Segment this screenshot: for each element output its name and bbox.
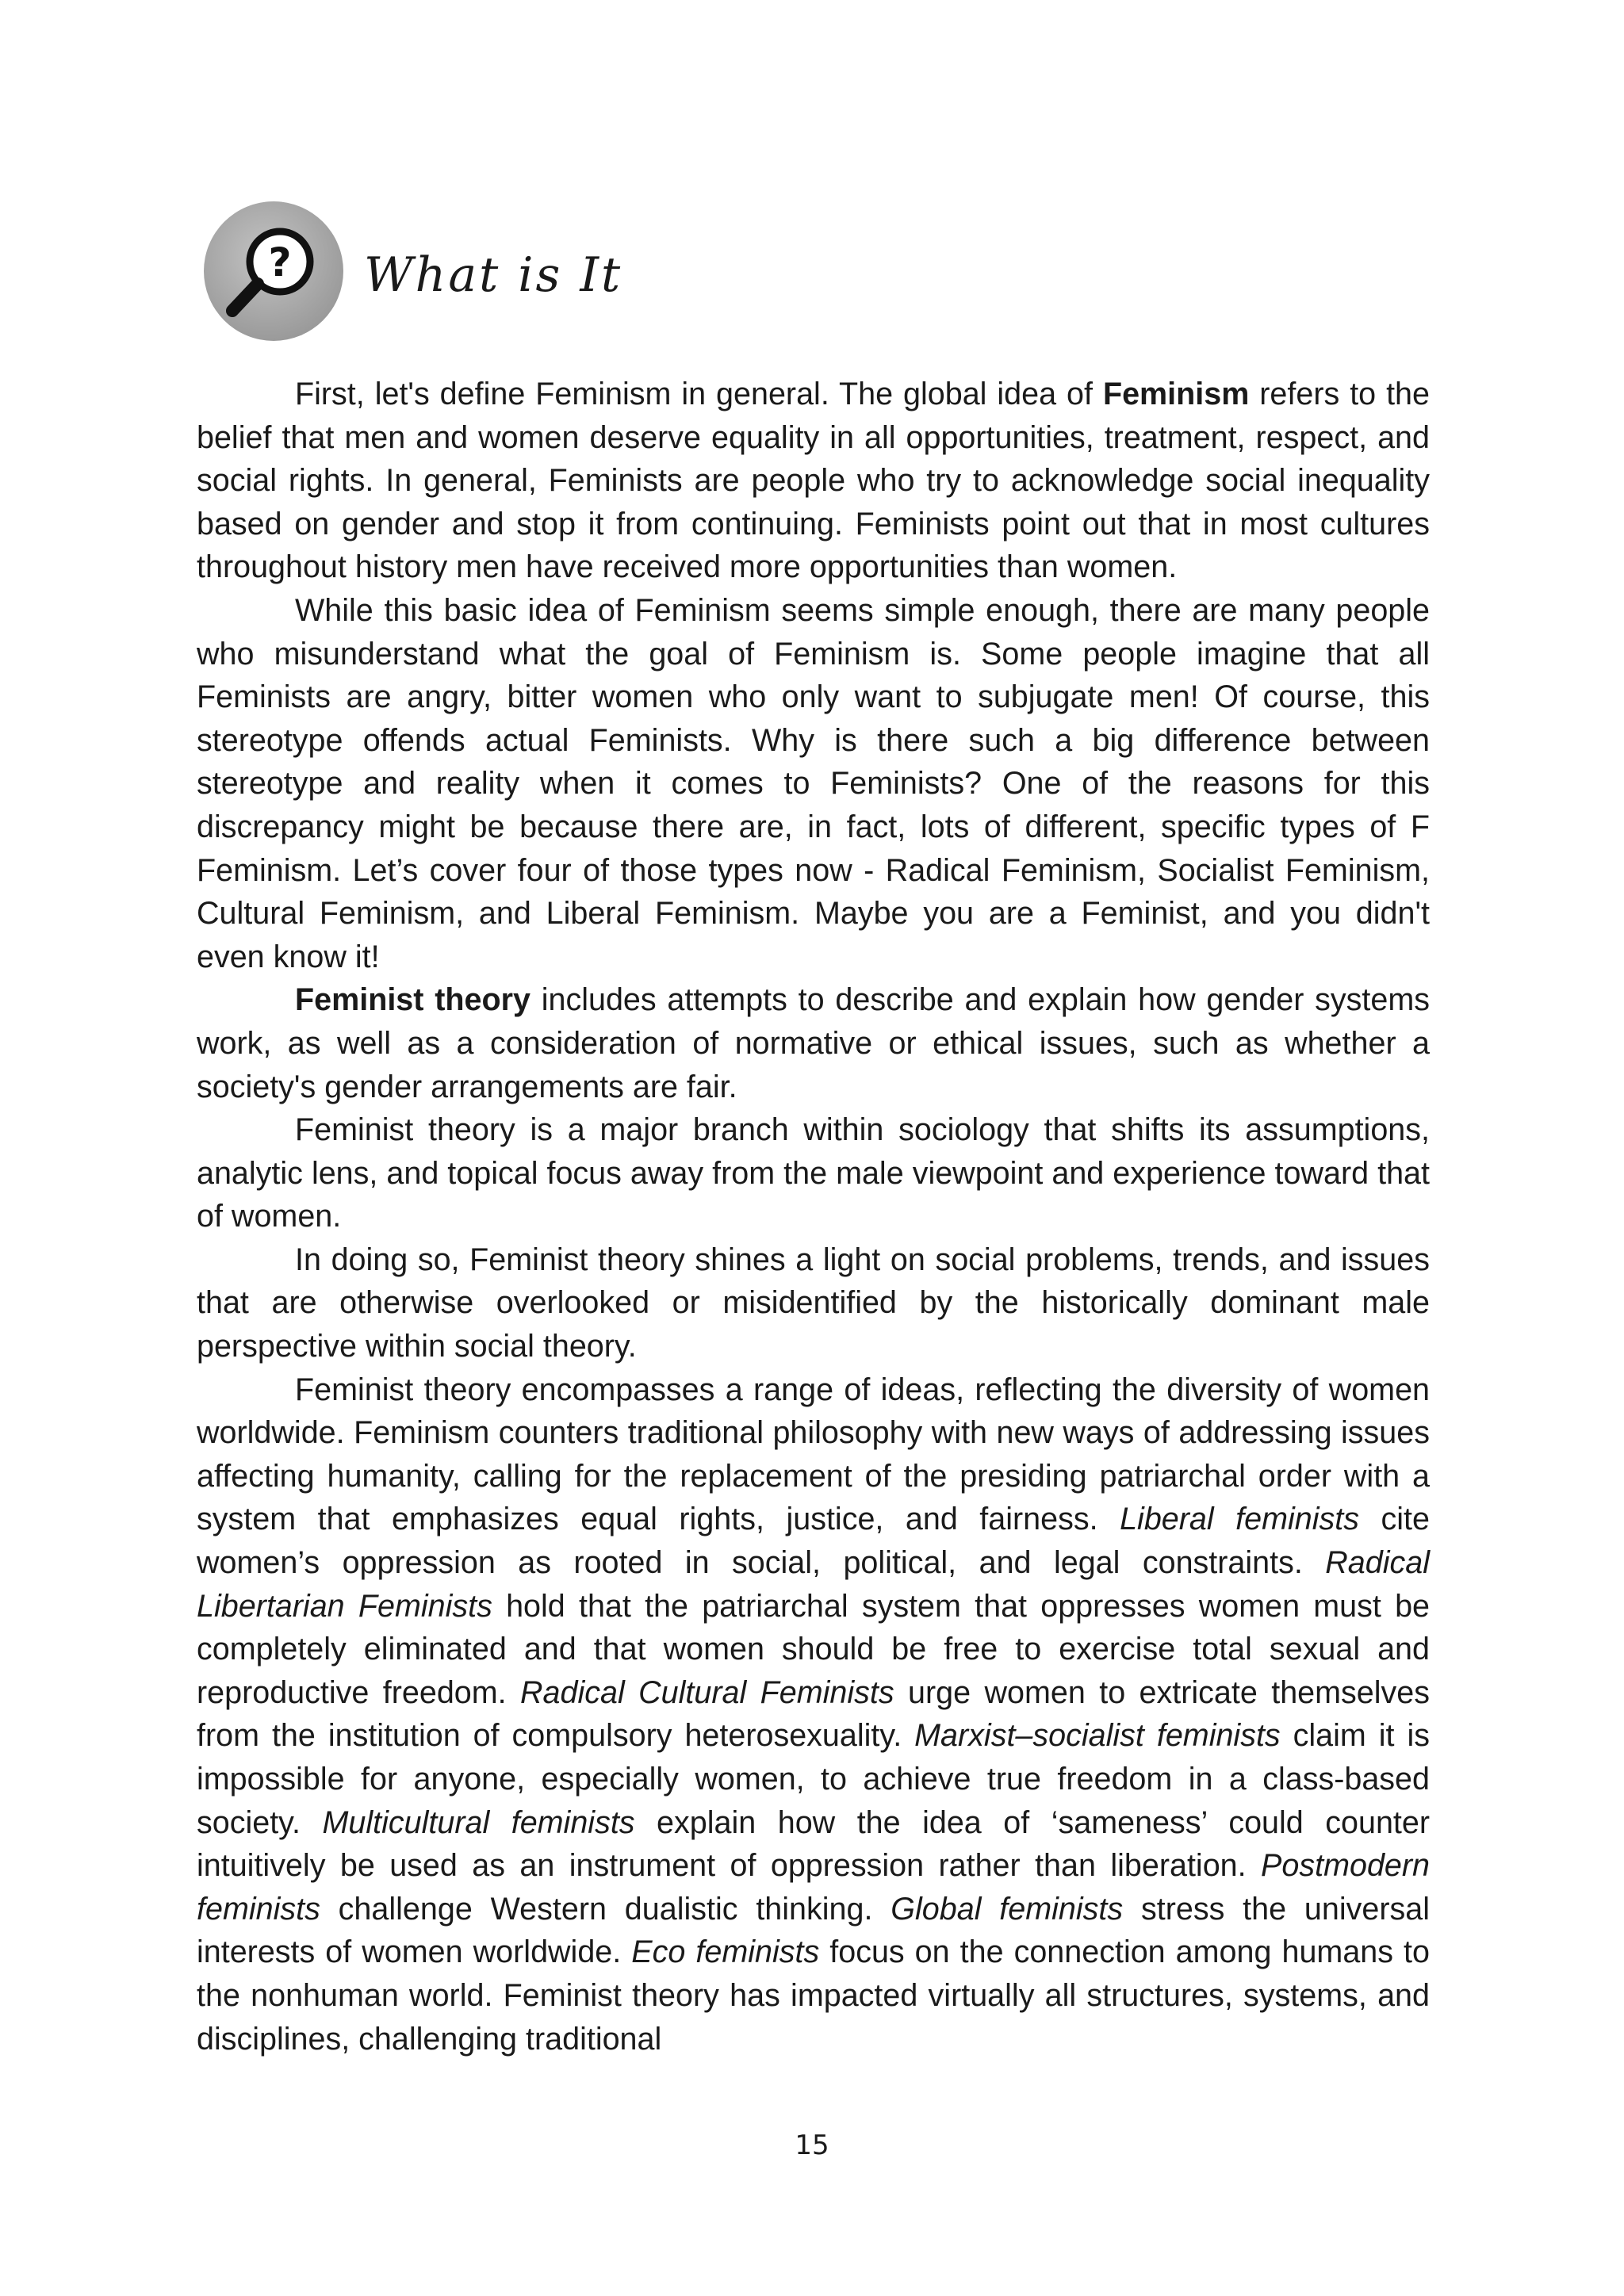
text-run: explain how the idea of ‘sameness’ could counter intuitively be used as an instrument of oppression rather than liberation.: [197, 1804, 1431, 1884]
text-run: focus on the connection among humans to the nonhuman world. Feminist theory has impacted virtually all structures, systems, and disciplines, challenging traditional: [197, 1934, 1430, 2057]
paragraph-3: [197, 978, 1430, 1108]
body-text: [197, 373, 1430, 2061]
text-run: challenge Western dualistic thinking.: [320, 1891, 891, 1927]
section-title: What is It: [364, 247, 623, 303]
italic-term: Marxist–socialist feminists: [914, 1718, 1281, 1754]
italic-term: Liberal feminists: [1120, 1502, 1360, 1537]
section-header: [202, 200, 622, 342]
text-run: hold that the patriarchal system that oppresses women must be completely eliminated and that women should be free to exercise total sexual and reproductive freedom.: [197, 1588, 1431, 1710]
text-run: urge women to extricate themselves from the institution of compulsory heterosexuality.: [197, 1674, 1430, 1754]
bold-term-feminist-theory: Feminist theory: [295, 982, 530, 1018]
text-run: refers to the belief that men and women deserve equality in all opportunities, treatment, respect, and social rights. In general, Feminists are people who try to acknowledge social inequality based on gender and stop it from continuing. Feminists point out that in most cultures throughout history men have received more opportunities than women.: [197, 377, 1430, 585]
magnifier-question-icon: [202, 200, 345, 342]
paragraph-1: [197, 373, 1430, 589]
paragraph-5: In doing so, Feminist theory shines a light on social problems, trends, and issues that are otherwise overlooked or misidentified by the historically dominant male perspective within social theory.: [197, 1242, 1430, 1364]
page-number: 15: [795, 2130, 829, 2161]
paragraph-4: Feminist theory is a major branch within sociology that shifts its assumptions, analytic lens, and topical focus away from the male viewpoint and experience toward that of women.: [197, 1112, 1430, 1234]
text-run: claim it is impossible for anyone, especially women, to achieve true freedom in a class-based society.: [197, 1718, 1431, 1840]
italic-term: Radical Cultural Feminists: [520, 1674, 894, 1710]
svg-text:?: ?: [268, 239, 292, 285]
italic-term: Radical Libertarian Feminists: [197, 1545, 1430, 1624]
italic-term: Multicultural feminists: [322, 1804, 635, 1840]
italic-term: Postmodern feminists: [197, 1848, 1430, 1927]
paragraph-6: [197, 1368, 1430, 2061]
text-run: cite women’s oppression as rooted in social, political, and legal constraints.: [197, 1502, 1430, 1581]
text-run: includes attempts to describe and explain how gender systems work, as well as a consideration of normative or ethical issues, such as whether a society's gender arrangements are fair.: [197, 982, 1431, 1104]
text-run: First, let's define Feminism in general. The global idea of: [295, 377, 1103, 411]
bold-term-feminism: Feminism: [1102, 377, 1250, 411]
italic-term: Global feminists: [891, 1891, 1124, 1927]
text-run: stress the universal interests of women worldwide.: [197, 1891, 1430, 1970]
paragraph-2: While this basic idea of Feminism seems simple enough, there are many people who misunderstand what the goal of Feminism is. Some people imagine that all Feminists are angry, bitter women who only want to subjugate men! Of course, this stereotype offends actual Feminists. Why is there such a big difference between stereotype and reality when it comes to Feminists? One of the reasons for this discrepancy might be because there are, in fact, lots of different, specific types of F Feminism. Let’s cover four of those types now - Radical Feminism, Socialist Feminism, Cultural Feminism, and Liberal Feminism. Maybe you are a Feminist, and you didn't even know it!: [197, 592, 1430, 974]
italic-term: Eco feminists: [631, 1934, 820, 1970]
text-run: Feminist theory encompasses a range of ideas, reflecting the diversity of women worldwide. Feminism counters traditional philosophy with new ways of addressing issues affecting humanity, calling for the replacement of the presiding patriarchal order with a system that emphasizes equal rights, justice, and fairness.: [197, 1372, 1430, 1537]
